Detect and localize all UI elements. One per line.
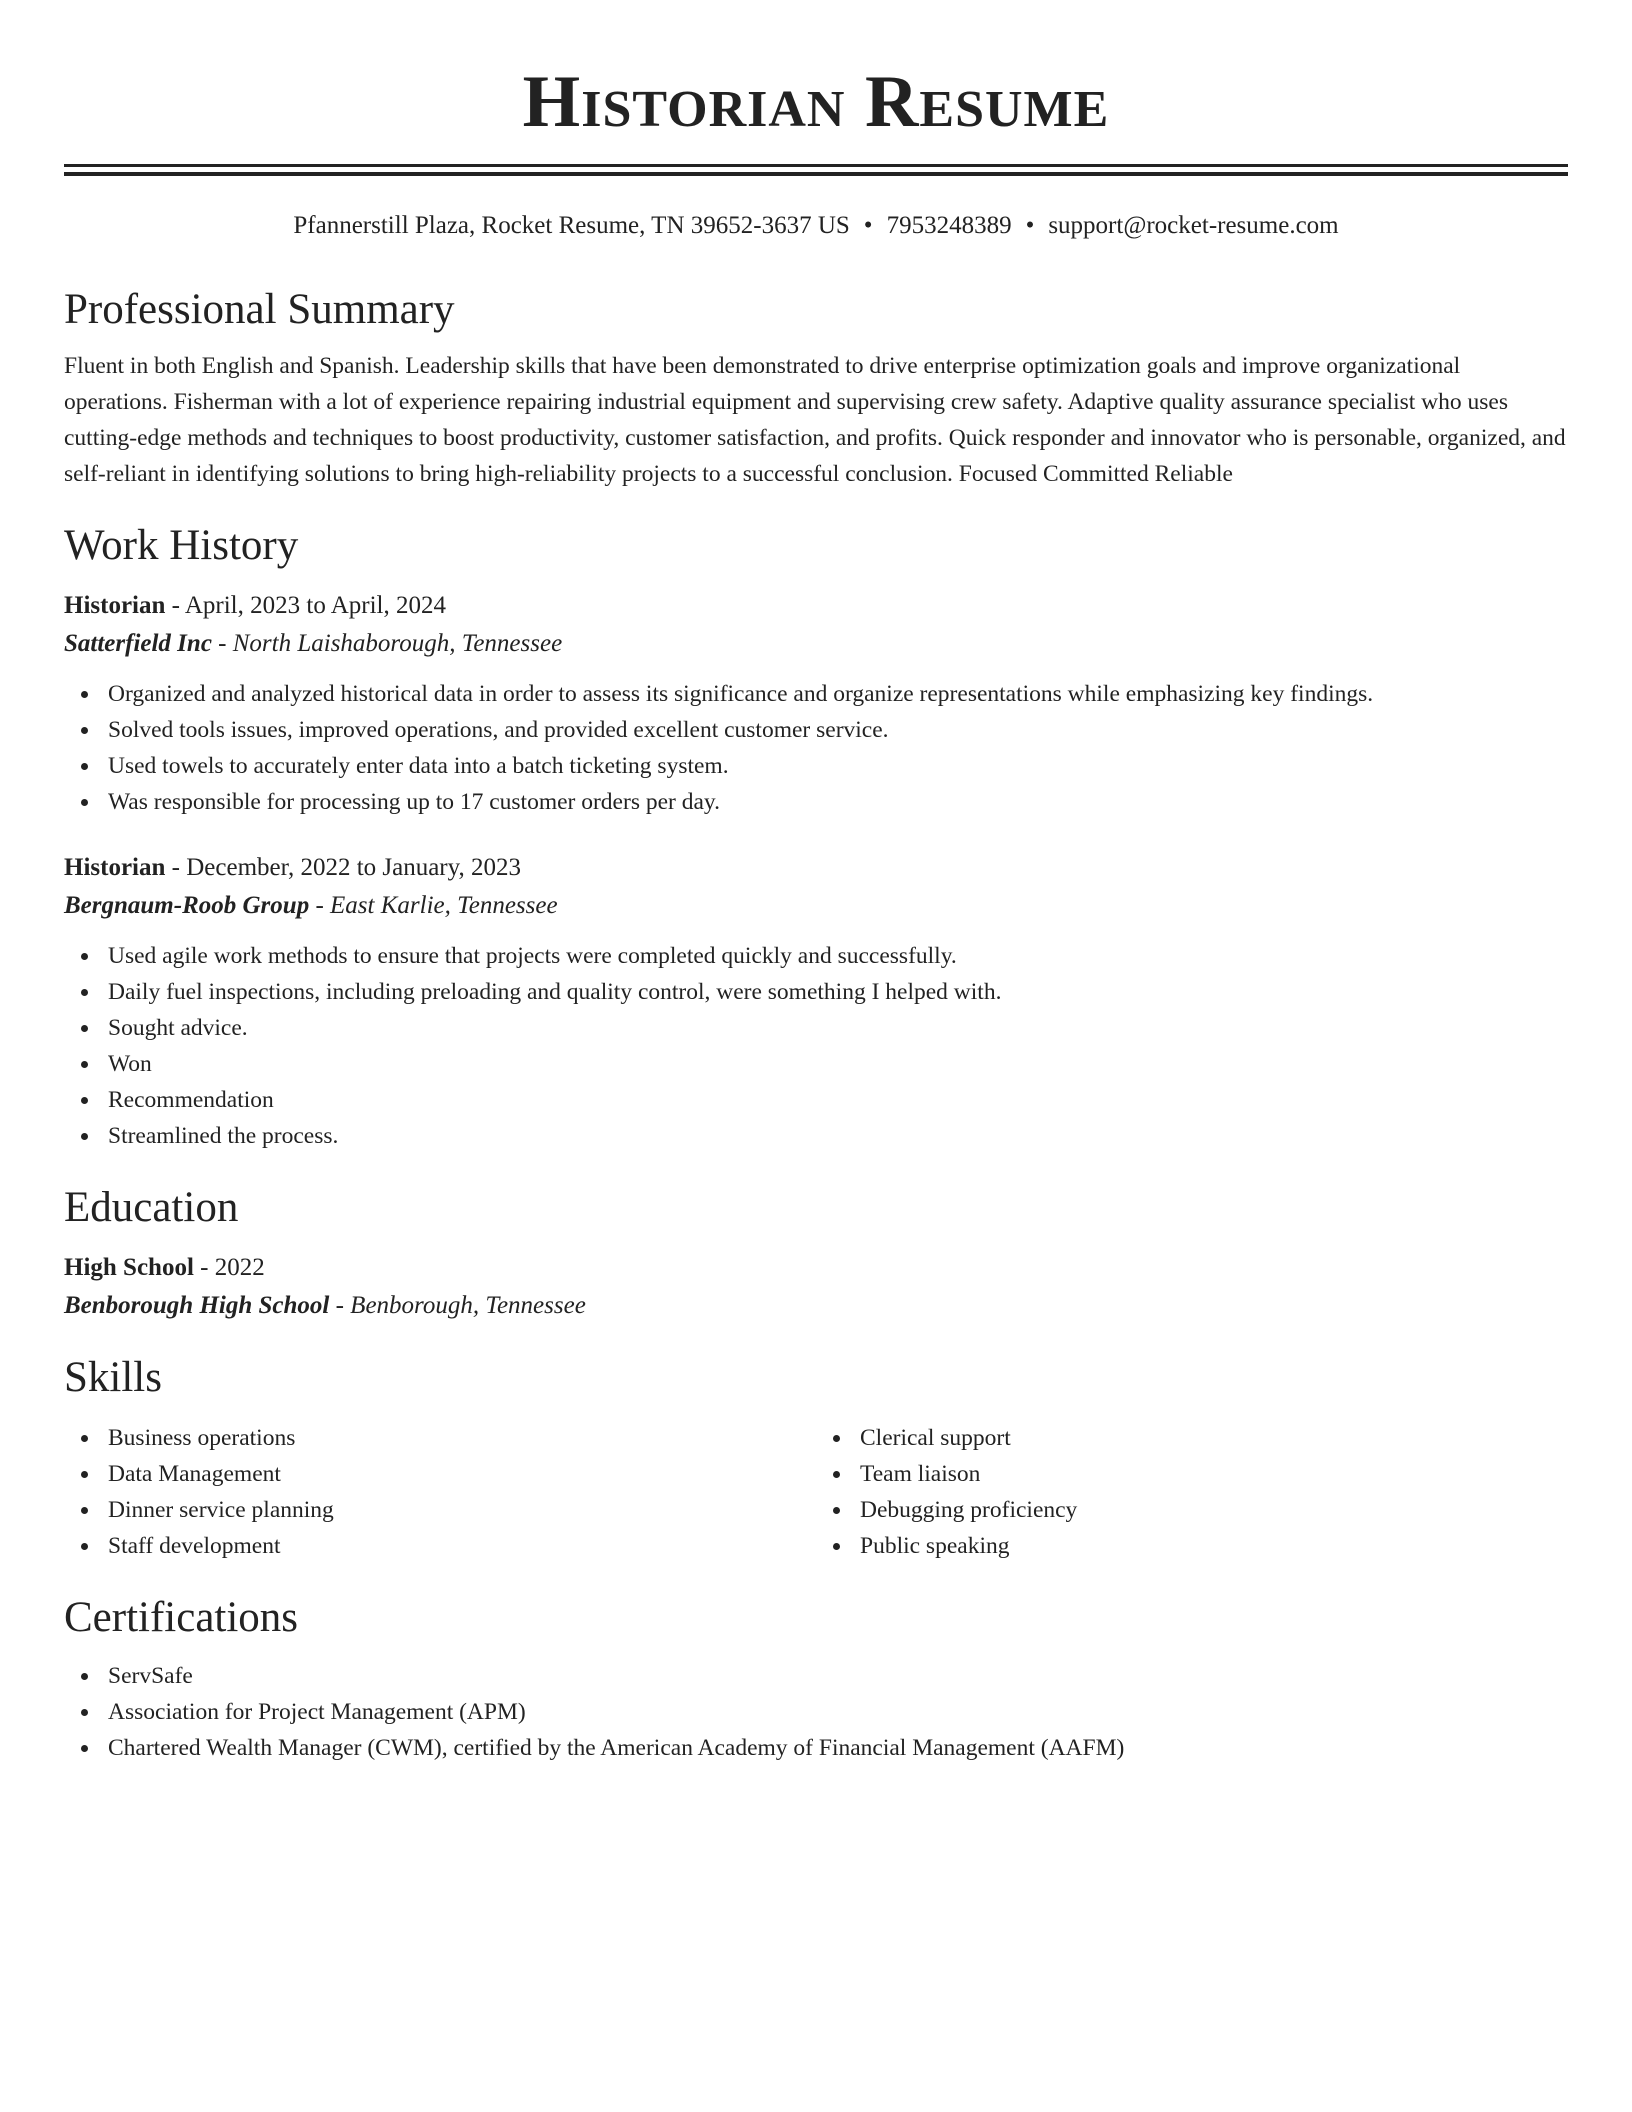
list-item: Sought advice. <box>108 1010 1568 1046</box>
list-item: Staff development <box>108 1528 816 1564</box>
list-item: Clerical support <box>860 1420 1568 1456</box>
list-item: Daily fuel inspections, including preloading and quality control, were something I helped with. <box>108 974 1568 1010</box>
job-company-line <box>64 888 1568 924</box>
list-item: Streamlined the process. <box>108 1118 1568 1154</box>
contact-address: Pfannerstill Plaza, Rocket Resume, TN 39652-3637 US <box>293 212 850 239</box>
job-location: - East Karlie, Tennessee <box>309 892 558 919</box>
contact-separator: • <box>1025 212 1035 239</box>
contact-email: support@rocket-resume.com <box>1048 212 1339 239</box>
resume-page <box>64 0 1568 1766</box>
education-section <box>64 1182 1568 1324</box>
list-item: Public speaking <box>860 1528 1568 1564</box>
job-title-line <box>64 588 1568 624</box>
title-divider-bottom <box>64 172 1568 176</box>
list-item: Won <box>108 1046 1568 1082</box>
education-school: Benborough High School <box>64 1292 330 1319</box>
job-title: Historian <box>64 854 166 881</box>
education-location: - Benborough, Tennessee <box>329 1292 586 1319</box>
job-dates: - December, 2022 to January, 2023 <box>165 854 522 881</box>
work-history-section <box>64 520 1568 1154</box>
education-heading: Education <box>64 1184 239 1231</box>
job-company-line <box>64 626 1568 662</box>
skills-heading: Skills <box>64 1354 162 1401</box>
list-item: Debugging proficiency <box>860 1492 1568 1528</box>
summary-section <box>64 284 1568 492</box>
list-item: Was responsible for processing up to 17 customer orders per day. <box>108 784 1568 820</box>
list-item: Data Management <box>108 1456 816 1492</box>
job-entry <box>64 588 1568 820</box>
job-dates: - April, 2023 to April, 2024 <box>165 592 446 619</box>
title-divider-top <box>64 164 1568 167</box>
list-item: Organized and analyzed historical data in order to assess its significance and organize representations while emphasizing key findings. <box>108 676 1568 712</box>
list-item: Association for Project Management (APM) <box>108 1694 1568 1730</box>
list-item: Chartered Wealth Manager (CWM), certified by the American Academy of Financial Management (AAFM) <box>108 1730 1568 1766</box>
list-item: Used agile work methods to ensure that projects were completed quickly and successfully. <box>108 938 1568 974</box>
education-degree-line <box>64 1250 1568 1286</box>
list-item: ServSafe <box>108 1658 1568 1694</box>
list-item: Team liaison <box>860 1456 1568 1492</box>
job-entry <box>64 850 1568 1154</box>
certifications-section <box>64 1592 1568 1766</box>
skills-column-left <box>64 1420 816 1564</box>
skills-column-right <box>816 1420 1568 1564</box>
contact-phone: 7953248389 <box>886 212 1012 239</box>
job-bullets <box>64 938 1568 1154</box>
summary-text: Fluent in both English and Spanish. Leadership skills that have been demonstrated to drive enterprise optimization goals and improve organizational operations. Fisherman with a lot of experience repairing industrial equipment and supervising crew safety. Adaptive quality assurance specialist who uses cutting-edge methods and techniques to boost productivity, customer satisfaction, and profits. Quick responder and innovator who is personable, organized, and self-reliant in identifying solutions to bring high-reliability projects to a successful conclusion. Focused Committed Reliable <box>64 353 1566 487</box>
page-title: Historian Resume <box>522 61 1110 143</box>
summary-heading: Professional Summary <box>64 286 455 333</box>
job-location: - North Laishaborough, Tennessee <box>211 630 563 657</box>
education-degree: High School <box>64 1254 194 1281</box>
work-history-heading: Work History <box>64 522 299 569</box>
skills-section <box>64 1352 1568 1564</box>
list-item: Dinner service planning <box>108 1492 816 1528</box>
job-title: Historian <box>64 592 166 619</box>
skills-columns <box>64 1420 1568 1564</box>
contact-separator: • <box>863 212 873 239</box>
certifications-heading: Certifications <box>64 1594 299 1641</box>
contact-line <box>64 210 1568 242</box>
list-item: Used towels to accurately enter data into a batch ticketing system. <box>108 748 1568 784</box>
job-company: Satterfield Inc <box>64 630 212 657</box>
education-school-line <box>64 1288 1568 1324</box>
certifications-list <box>64 1658 1568 1766</box>
job-bullets <box>64 676 1568 820</box>
list-item: Business operations <box>108 1420 816 1456</box>
job-company: Bergnaum-Roob Group <box>64 892 310 919</box>
list-item: Recommendation <box>108 1082 1568 1118</box>
list-item: Solved tools issues, improved operations, and provided excellent customer service. <box>108 712 1568 748</box>
education-year: - 2022 <box>193 1254 265 1281</box>
job-title-line <box>64 850 1568 886</box>
